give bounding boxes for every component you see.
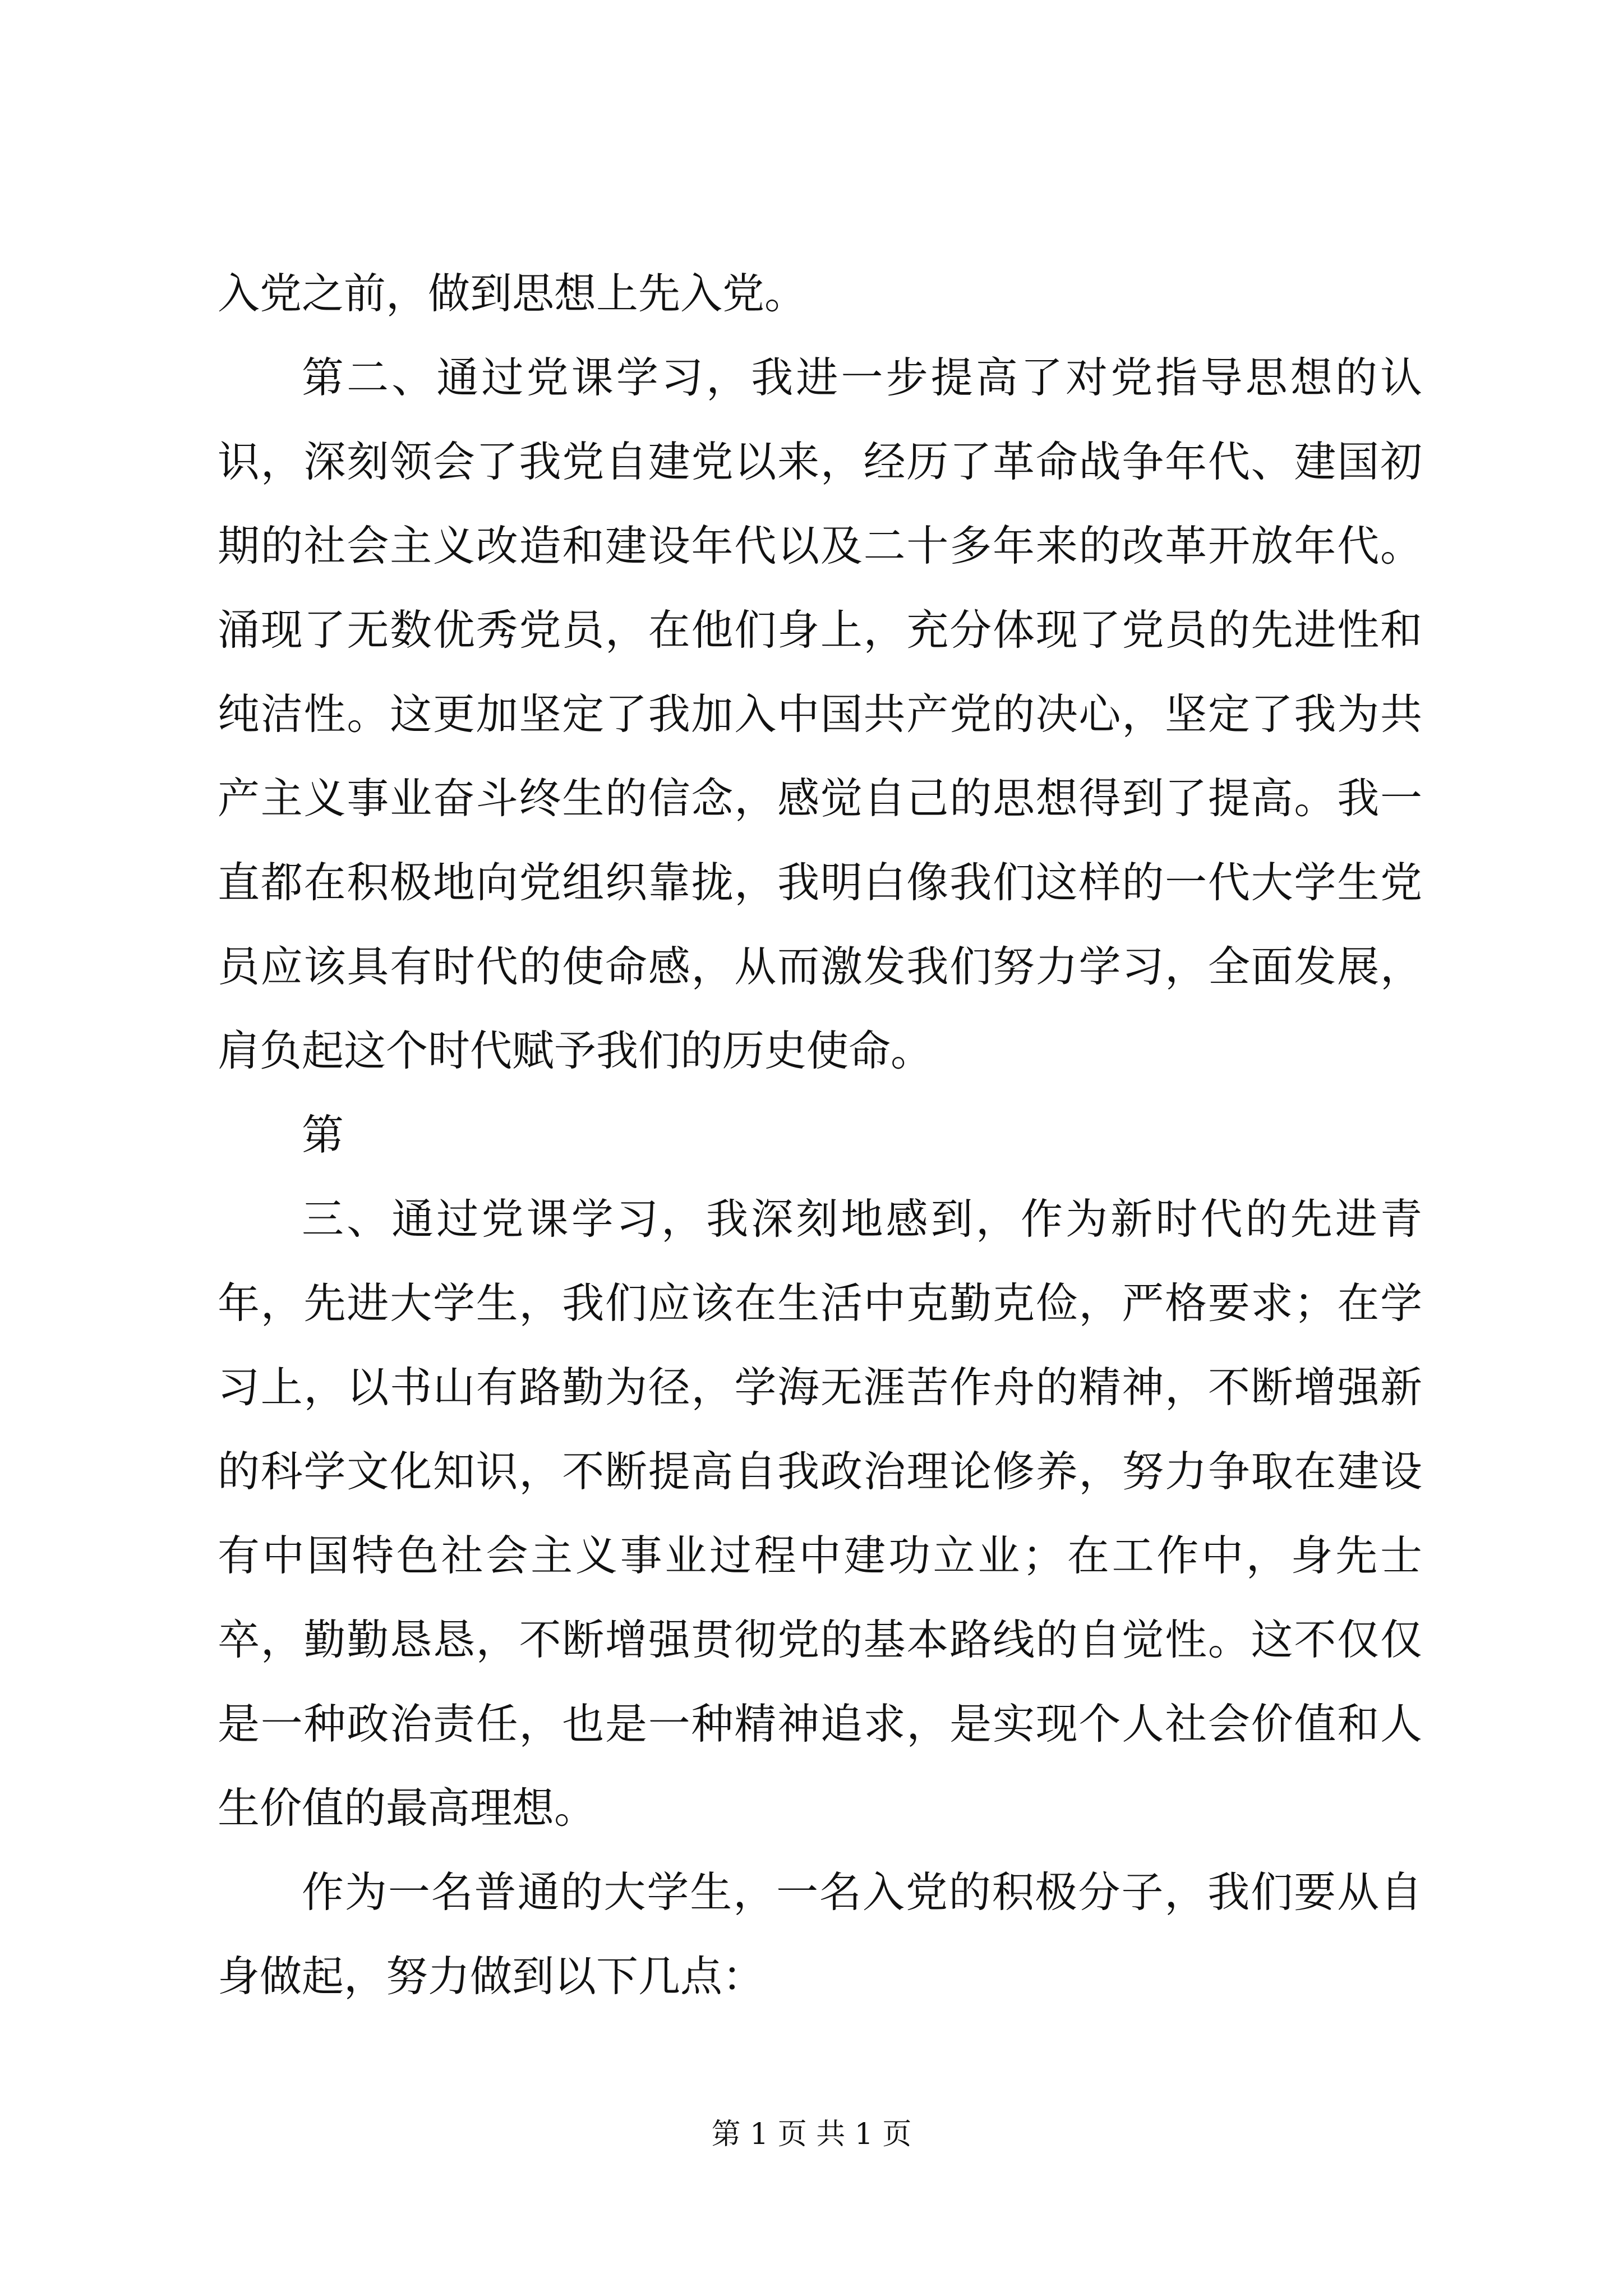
paragraph-conclusion: 作为一名普通的大学生，一名入党的积极分子，我们要从自身做起，努力做到以下几点： (218, 1867, 1422, 2001)
paragraph-second-point: 第二、通过党课学习，我进一步提高了对党指导思想的认识，深刻领会了我党自建党以来，经历了革命战争年代、建国初期的社会主义改造和建设年代以及二十多年来的改革开放年代。涌现了无数优秀党员，在他们身上，充分体现了党员的先进性和纯洁性。这更加坚定了我加入中国共产党的决心，坚定了我为共产主义事业奋斗终生的信念，感觉自己的思想得到了提高。我一直都在积极地向党组织靠拢，我明白像我们这样的一代大学生党员应该具有时代的使命感，从而激发我们努力学习，全面发展，肩负起这个时代赋予我们的历史使命。 (218, 353, 1422, 1075)
page-footer: 第 1 页 共 1 页 (711, 2118, 912, 2151)
document-body (218, 251, 1422, 2018)
paragraph-continuation: 入党之前，做到思想上先入党。 (218, 269, 807, 318)
paragraph-third-point: 三、通过党课学习，我深刻地感到，作为新时代的先进青年，先进大学生，我们应该在生活中克勤克俭，严格要求；在学习上，以书山有路勤为径，学海无涯苦作舟的精神，不断增强新的科学文化知识，不断提高自我政治理论修养，努力争取在建设有中国特色社会主义事业过程中建功立业；在工作中，身先士卒，勤勤恳恳，不断增强贯彻党的基本路线的自觉性。这不仅仅是一种政治责任，也是一种精神追求，是实现个人社会价值和人生价值的最高理想。 (218, 1194, 1422, 1833)
paragraph-third-heading: 第 (302, 1110, 344, 1159)
